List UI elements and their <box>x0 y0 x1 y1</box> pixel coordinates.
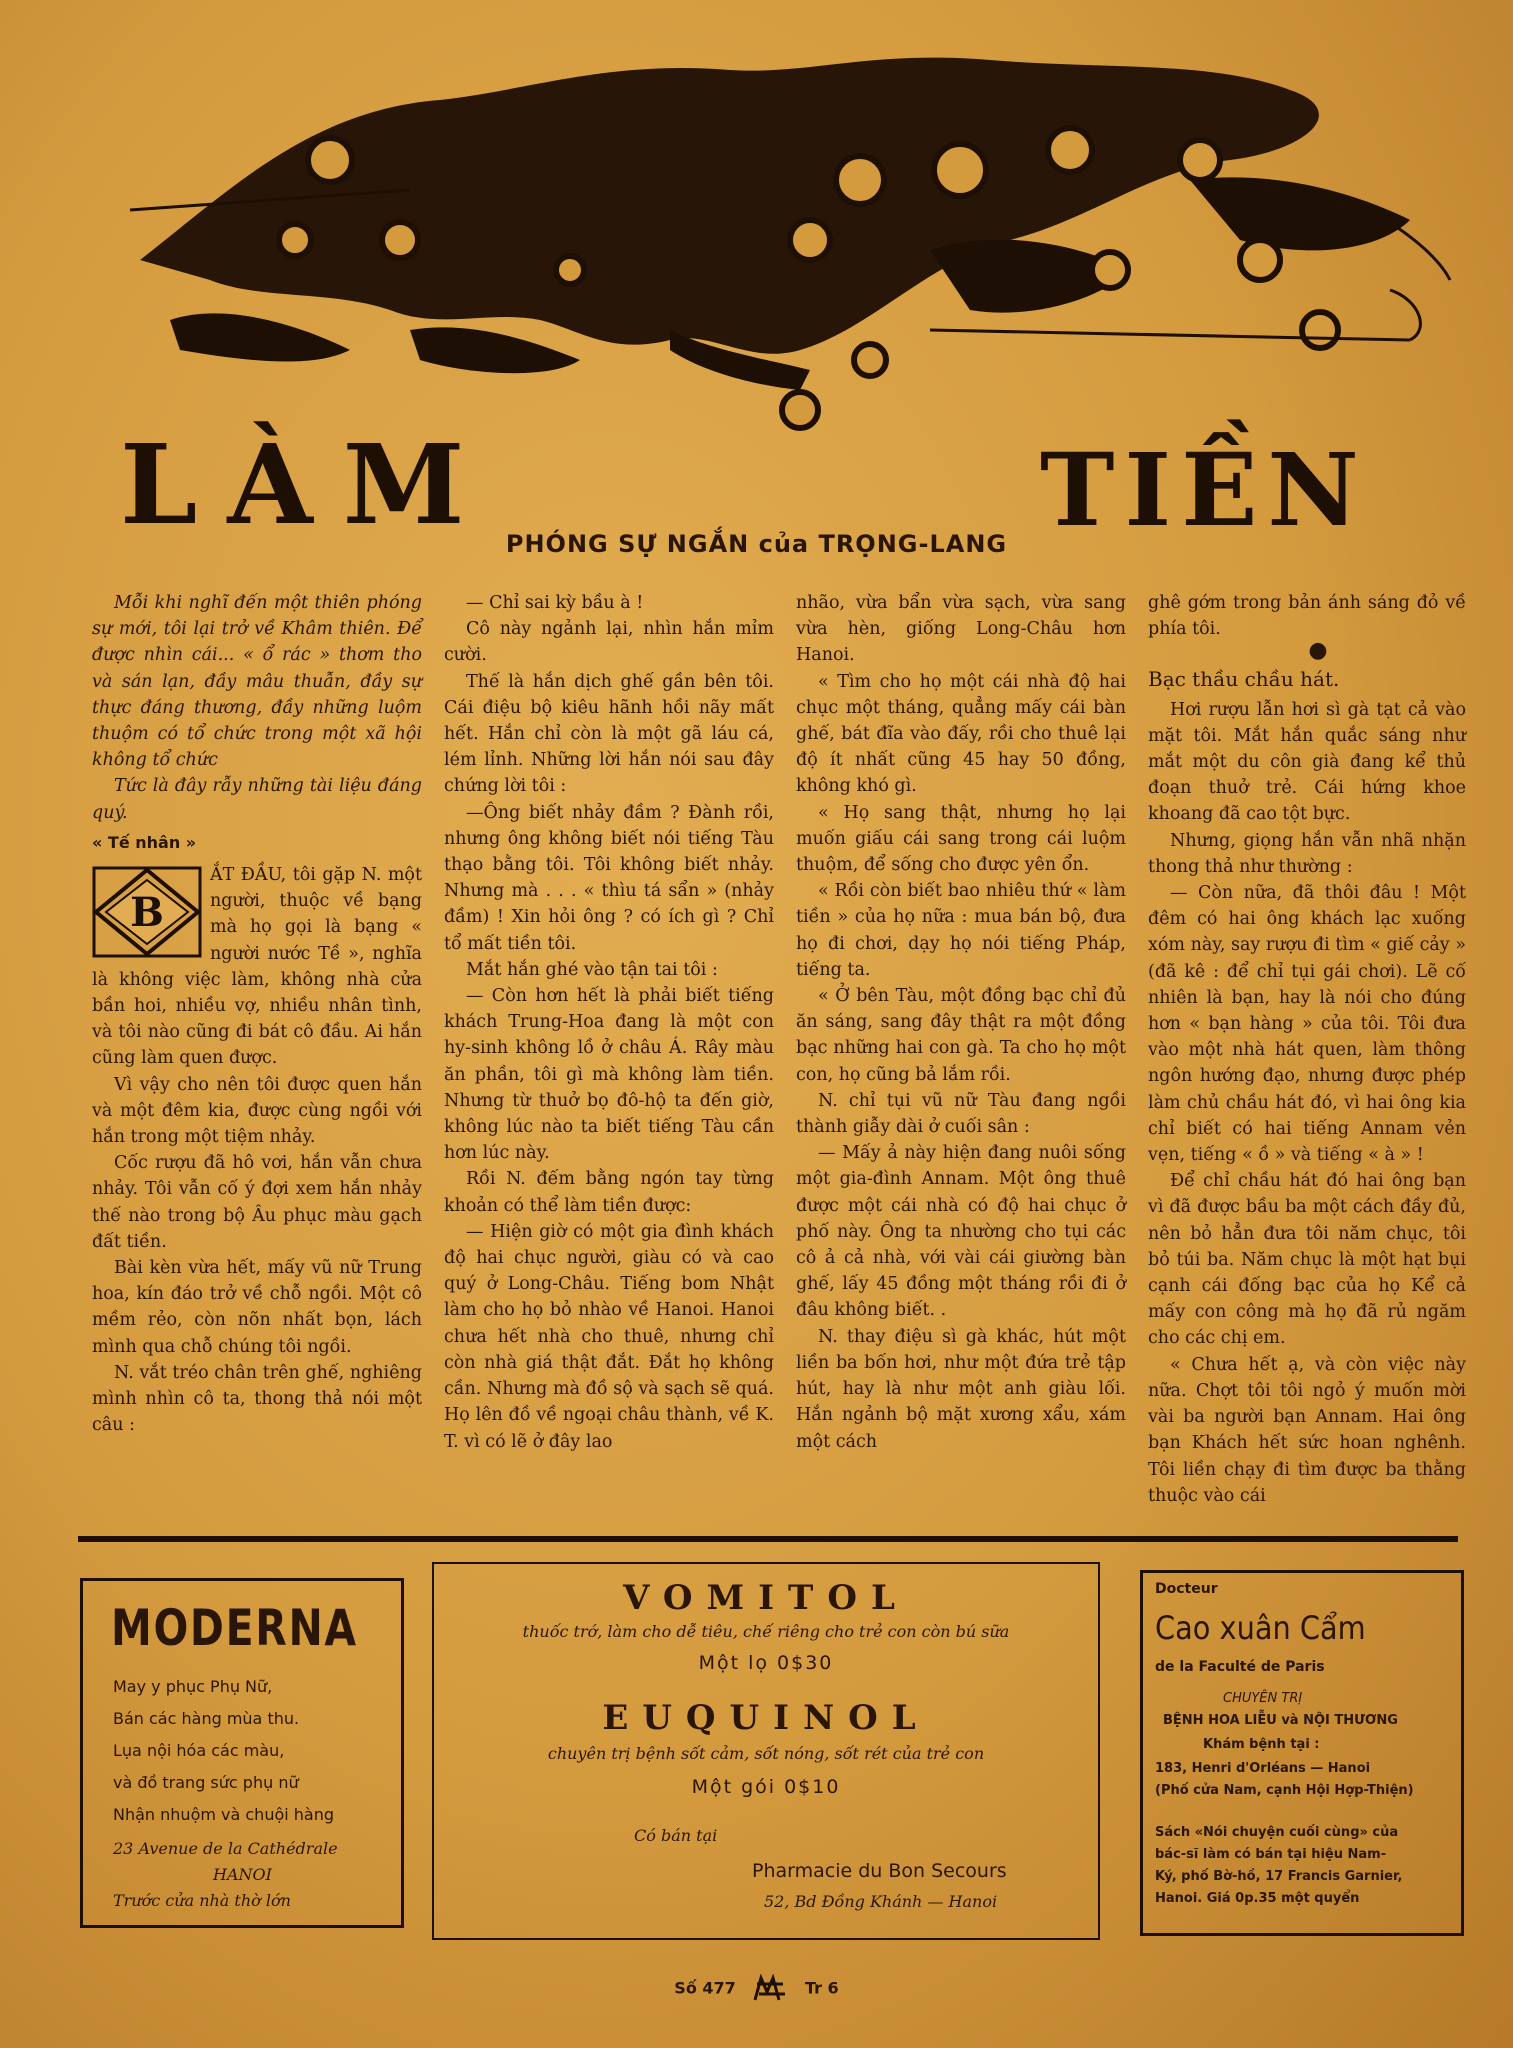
ad-doctor-spec: CHUYÊN TRỊ <box>1223 1691 1303 1706</box>
title-tien: TIỀN <box>1040 431 1369 549</box>
paragraph: —Ông biết nhảy đầm ? Đành rồi, nhưng ông không biết nói tiếng Tàu thạo bằng tôi. Tôi không biết nhảy. Nhưng mà . . . « thìu tá sẩn » (nhảy đầm) ! Xin hỏi ông ? có ích gì ? Chỉ tổ mất tiền tôi. <box>444 802 774 954</box>
ad-vomitol-desc: thuốc trớ, làm cho dễ tiêu, chế riêng cho trẻ con còn bú sữa <box>522 1622 1010 1641</box>
drop-cap-letter: B <box>130 889 164 937</box>
issue-number: Số 477 <box>674 1978 736 1998</box>
section-subhead: « Tế nhân » <box>92 832 197 852</box>
page-number: Tr 6 <box>804 1978 839 1998</box>
ad-doctor-title: Docteur <box>1155 1581 1218 1597</box>
ad-doctor-faculty: de la Faculté de Paris <box>1155 1659 1325 1675</box>
ad-moderna <box>80 1578 404 1928</box>
paragraph: Để chỉ chầu hát đó hai ông bạn vì đã được bầu ba một cách đầy đủ, nên bỏ hẳn đưa tôi năm chục, tôi bỏ túi ba. Năm chục là một hạt bụi cạnh cái đống bạc của họ Kể cả mấy con công mà họ đã rủ ngăm cho các chị em. <box>1148 1171 1466 1349</box>
ad-sold-at: Có bán tại <box>634 1826 718 1845</box>
article-column-2 <box>444 590 774 1455</box>
ad-euquinol-brand: EUQUINOL <box>602 1698 930 1738</box>
paragraph: N. vắt tréo chân trên ghế, nghiêng mình nhìn cô ta, thong thả nói một câu : <box>92 1362 422 1436</box>
paragraph: — Còn hơn hết là phải biết tiếng khách Trung-Hoa đang là một con hy-sinh không lồ ở châu Á. Rây màu ăn phần, tôi gì mà không làm tiền. Nhưng từ thuở bọ đô-hộ ta đến giờ, không lúc nào ta biết tiếng Tàu cần hơn lúc này. <box>444 986 774 1164</box>
ad-vomitol-brand: VOMITOL <box>623 1578 909 1618</box>
paragraph: « Ở bên Tàu, một đồng bạc chỉ đủ ăn sáng, sang đây thật ra một đồng bạc những hai con gà. Ta cho họ một con, họ cũng bả lắm rồi. <box>796 986 1126 1085</box>
article-column-3 <box>796 590 1126 1455</box>
ad-euquinol-price: Một gói 0$10 <box>691 1776 841 1798</box>
paragraph: Mắt hắn ghé vào tận tai tôi : <box>466 959 718 980</box>
article-column-4 <box>1148 590 1466 1509</box>
ad-shop-name: Pharmacie du Bon Secours <box>752 1860 1007 1882</box>
drop-cap-b <box>92 866 202 958</box>
paragraph: N. thay điệu sì gà khác, hút một liền ba bốn hơi, như một đứa trẻ tập hút, hay là như một anh giàu lối. Hắn ngảnh bộ mặt xương xẩu, xám một cách <box>796 1326 1126 1452</box>
magazine-logo-icon <box>753 1974 787 2004</box>
paragraph: — Mấy ả này hiện đang nuôi sống một gia-đình Annam. Một ông thuê được một cái nhà có độ hai chục ở phố này. Ông ta nhường cho tụi các cô ả cả nhà, với vài cái giường bàn ghế, lấy 45 đồng một tháng rồi đi ở đâu không biết. . <box>796 1143 1126 1321</box>
paragraph: — Chỉ sai kỳ bầu à ! <box>466 593 644 613</box>
ad-doctor-name: Cao xuân Cẩm <box>1155 1609 1366 1647</box>
ad-doctor-address-2: (Phố cửa Nam, cạnh Hội Hợp-Thiện) <box>1155 1783 1414 1798</box>
separator-rule <box>78 1536 1458 1542</box>
paragraph: — Còn nữa, đã thôi đâu ! Một đêm có hai ông khách lạc xuống xóm này, say rượu đi tìm « giế cảy » (đã kê : để chỉ tụi gái chơi). Lẽ cố nhiên là bạn, hay là nói cho đúng hơn « bạn hàng » của tôi. Tôi đưa vào một nhà hát quen, làm thông ngôn hướng đạo, nhưng được phép làm chủ chầu hát đó, vì hai ông kia chỉ biết có hai tiếng Annam vẻn vẹn, tiếng « ồ » và tiếng « à » ! <box>1148 883 1466 1166</box>
ad-moderna-line: và đồ trang sức phụ nữ <box>113 1773 299 1792</box>
ad-moderna-title: MODERNA <box>111 1599 358 1657</box>
paragraph: Hơi rượu lẫn hơi sì gà tạt cả vào mặt tôi. Mắt hắn quắc sáng như mắt một du côn già đang kể thủ đoạn thuở trẻ. Cái hứng khoe khoang đã cao tột bực. <box>1148 699 1466 825</box>
paragraph: « Rồi còn biết bao nhiêu thứ « làm tiền » của họ nữa : mua bán bộ, đưa họ đi chơi, dạy họ nói tiếng Pháp, tiếng ta. <box>796 881 1126 980</box>
intro-paragraph-2: Tức là đây rẫy những tài liệu đáng quý. <box>92 776 422 823</box>
paragraph: « Chưa hết ạ, và còn việc này nữa. Chợt tôi tôi ngỏ ý muốn mời vài ba người bạn Annam. Hai ông bạn Khách hết sức hoan nghênh. Tôi liền chạy đi tìm được ba thằng thuộc vào cái <box>1148 1354 1466 1506</box>
title-lam: LÀM <box>120 420 495 549</box>
ad-moderna-line: Bán các hàng mùa thu. <box>113 1709 300 1728</box>
ad-doctor-address: 183, Henri d'Orléans — Hanoi <box>1155 1761 1371 1776</box>
ad-moderna-location: Trước cửa nhà thờ lớn <box>113 1891 291 1910</box>
ad-moderna-line: May y phục Phụ Nữ, <box>113 1677 273 1696</box>
paragraph: N. chỉ tụi vũ nữ Tàu đang ngồi thành giẫy dài ở cuối sân : <box>796 1090 1126 1138</box>
ad-doctor-book-2: bác-sĩ làm có bán tại hiệu Nam- <box>1155 1847 1387 1862</box>
ad-pharmacy <box>432 1562 1100 1940</box>
ad-moderna-address: 23 Avenue de la Cathédrale <box>113 1839 338 1858</box>
paragraph: « Họ sang thật, nhưng họ lại muốn giấu cái sang trong cái luộm thuộm, để sống cho được yên ổn. <box>796 802 1126 876</box>
ad-moderna-line: Lụa nội hóa các màu, <box>113 1741 285 1760</box>
ad-doctor-clinic: Khám bệnh tại : <box>1203 1737 1320 1752</box>
paragraph: Vì vậy cho nên tôi được quen hắn và một đêm kia, được cùng ngồi với hắn trong một tiệm nhảy. <box>92 1074 422 1148</box>
ad-euquinol-desc: chuyên trị bệnh sốt cảm, sốt nóng, sốt rét của trẻ con <box>547 1744 985 1763</box>
paragraph: ẮT ĐẦU, tôi gặp N. một người, thuộc về bạng mà họ gọi là bạng « người nước Tề », nghĩa là không việc làm, không nhà cửa bần hoi, nhiều vợ, nhiều nhân tình, và tôi nào cũng đi bát cô đầu. Ai hắn cũng làm quen được. <box>92 865 422 1069</box>
paragraph: « Tìm cho họ một cái nhà độ hai chục một tháng, quẳng mấy cái bàn ghế, bát đĩa vào đấy, rồi cho thuê lại độ ít nhất cũng 45 hay 50 đồng, không khó gì. <box>796 671 1126 797</box>
ad-moderna-line: Nhận nhuộm và chuội hàng <box>113 1805 335 1824</box>
ad-doctor-spec-2: BỆNH HOA LIỄU và NỘI THƯƠNG <box>1163 1713 1398 1728</box>
byline: PHÓNG SỰ NGẮN của TRỌNG-LANG <box>505 530 1008 558</box>
paragraph: Cốc rượu đã hô vơi, hắn vẫn chưa nhảy. Tôi vẫn cố ý đợi xem hắn nhảy thế nào trong bộ Âu phục màu gạch đất tiền. <box>92 1153 422 1252</box>
paragraph: Rồi N. đếm bằng ngón tay từng khoản có thể làm tiền được: <box>444 1169 774 1216</box>
header-woodcut-illustration <box>110 30 1480 450</box>
bullet-dot-icon: ● <box>1308 638 1328 664</box>
paragraph: nhão, vừa bẩn vừa sạch, vừa sang vừa hèn, giống Long-Châu hơn Hanoi. <box>796 593 1126 666</box>
article-column-1 <box>92 590 422 1439</box>
ad-doctor <box>1140 1570 1464 1936</box>
intro-paragraph: Mỗi khi nghĩ đến một thiên phóng sự mới, tôi lại trở về Khâm thiên. Để được nhìn cái... « ổ rác » thơm tho và sán lạn, đầy mâu thuẫn, đầy sự thực đáng thương, đầy những luộm thuộm có tổ chức trong một xã hội không tổ chức <box>92 593 422 771</box>
paragraph: ghê gớm trong bản ánh sáng đỏ về phía tôi. <box>1148 593 1466 640</box>
ad-doctor-book-4: Hanoi. Giá 0p.35 một quyển <box>1155 1891 1360 1906</box>
paragraph: Thế là hắn dịch ghế gần bên tôi. Cái điệu bộ kiêu hãnh hồi nãy mất hết. Hắn chỉ còn là một gã láu cá, lém lỉnh. Những lời hắn nói sau đây chứng lời tôi : <box>444 671 774 797</box>
paragraph: Bài kèn vừa hết, mấy vũ nữ Trung hoa, kín đáo trở về chỗ ngồi. Một cô mềm rẻo, còn nõn nhất bọn, lách mình qua chỗ chúng tôi ngồi. <box>92 1258 422 1357</box>
section-heading: Bạc thầu chầu hát. <box>1148 667 1340 692</box>
paragraph: Nhưng, giọng hắn vẫn nhã nhặn thong thả như thường : <box>1148 830 1466 877</box>
ad-vomitol-price: Một lọ 0$30 <box>698 1652 834 1674</box>
ad-moderna-city: HANOI <box>213 1865 272 1884</box>
paragraph: Cô này ngảnh lại, nhìn hắn mỉm cười. <box>444 619 774 666</box>
page-footer <box>0 1974 1513 2004</box>
ad-shop-address: 52, Bd Đồng Khánh — Hanoi <box>764 1892 998 1911</box>
ad-doctor-book: Sách «Nói chuyện cuối cùng» của <box>1155 1825 1399 1840</box>
paragraph: — Hiện giờ có một gia đình khách độ hai chục người, giàu có và cao quý ở Long-Châu. Tiếng bom Nhật làm cho họ bỏ nhào về Hanoi. Hanoi chưa hết nhà cho thuê, nhưng chỉ còn nhà giá thật đắt. Đắt họ không cần. Nhưng mà đồ sộ và sạch sẽ quá. Họ lên đồ về ngoại châu thành, về K. T. vì có lẽ ở đây lao <box>444 1221 774 1452</box>
ad-doctor-book-3: Ký, phố Bờ-hồ, 17 Francis Garnier, <box>1155 1869 1403 1884</box>
